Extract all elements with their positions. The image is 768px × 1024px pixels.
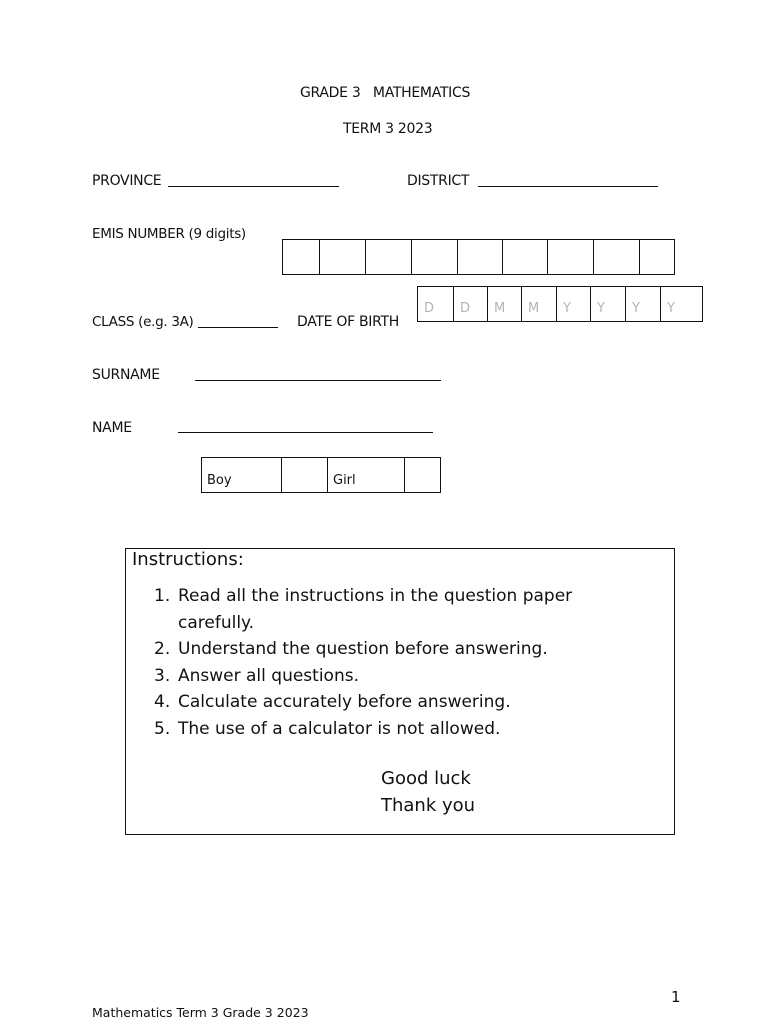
list-item — [154, 689, 624, 716]
page-number: 1 — [671, 988, 681, 1006]
instructions-list — [154, 583, 624, 742]
list-item — [154, 663, 624, 690]
dob-year-box[interactable]: Y — [625, 287, 660, 321]
instructions-box — [125, 548, 675, 835]
dob-month-box[interactable]: M — [487, 287, 521, 321]
emis-digit-box[interactable] — [502, 240, 547, 274]
emis-digit-box[interactable] — [593, 240, 639, 274]
emis-digit-box[interactable] — [365, 240, 411, 274]
girl-label-cell: Girl — [327, 458, 404, 492]
dob-year-box[interactable]: Y — [556, 287, 590, 321]
item-text: Answer all questions. — [178, 665, 359, 686]
date-of-birth-label: DATE OF BIRTH — [297, 314, 400, 330]
surname-field[interactable] — [195, 380, 441, 381]
item-number: 2. — [154, 639, 171, 659]
emis-digit-box[interactable] — [547, 240, 593, 274]
item-text: Read all the instructions in the question paper carefully. — [178, 586, 573, 633]
district-field[interactable] — [478, 186, 658, 187]
dob-year-box[interactable]: Y — [590, 287, 625, 321]
emis-digit-box[interactable] — [411, 240, 457, 274]
good-luck-text: Good luck — [381, 768, 471, 789]
girl-checkbox[interactable] — [404, 458, 440, 492]
item-text: Understand the question before answering. — [178, 639, 548, 659]
province-label: PROVINCE — [92, 173, 162, 189]
district-label: DISTRICT — [407, 173, 470, 189]
emis-digit-box[interactable] — [283, 240, 319, 274]
gender-boxes — [201, 457, 441, 493]
emis-digit-box[interactable] — [639, 240, 674, 274]
dob-day-box[interactable]: D — [424, 301, 435, 316]
emis-digit-box[interactable] — [457, 240, 502, 274]
boy-label-cell: Boy — [207, 473, 232, 488]
list-item — [154, 583, 624, 636]
emis-label: EMIS NUMBER (9 digits) — [92, 226, 246, 242]
province-field[interactable] — [168, 186, 339, 187]
page-title: GRADE 3 MATHEMATICS — [300, 85, 471, 101]
item-number: 3. — [154, 665, 171, 686]
name-field[interactable] — [178, 432, 433, 433]
class-label: CLASS (e.g. 3A) — [92, 314, 194, 330]
footer-text: Mathematics Term 3 Grade 3 2023 — [92, 1005, 309, 1020]
dob-year-box[interactable]: Y — [660, 287, 702, 321]
list-item — [154, 636, 624, 663]
dob-month-box[interactable]: M — [521, 287, 556, 321]
item-number: 5. — [154, 718, 171, 739]
class-field[interactable] — [198, 327, 278, 328]
date-of-birth-boxes — [417, 286, 703, 322]
surname-label: SURNAME — [92, 367, 160, 383]
thank-you-text: Thank you — [381, 795, 476, 816]
page-subtitle: TERM 3 2023 — [343, 121, 433, 137]
list-item — [154, 716, 624, 743]
item-text: Calculate accurately before answering. — [178, 692, 511, 712]
dob-day-box[interactable]: D — [453, 287, 487, 321]
item-text: The use of a calculator is not allowed. — [178, 718, 501, 739]
boy-checkbox[interactable] — [281, 458, 327, 492]
instructions-title: Instructions: — [132, 549, 244, 570]
name-label: NAME — [92, 420, 132, 436]
item-number: 4. — [154, 692, 171, 712]
item-number: 1. — [154, 586, 171, 606]
emis-digit-box[interactable] — [319, 240, 365, 274]
emis-number-boxes — [282, 239, 675, 275]
